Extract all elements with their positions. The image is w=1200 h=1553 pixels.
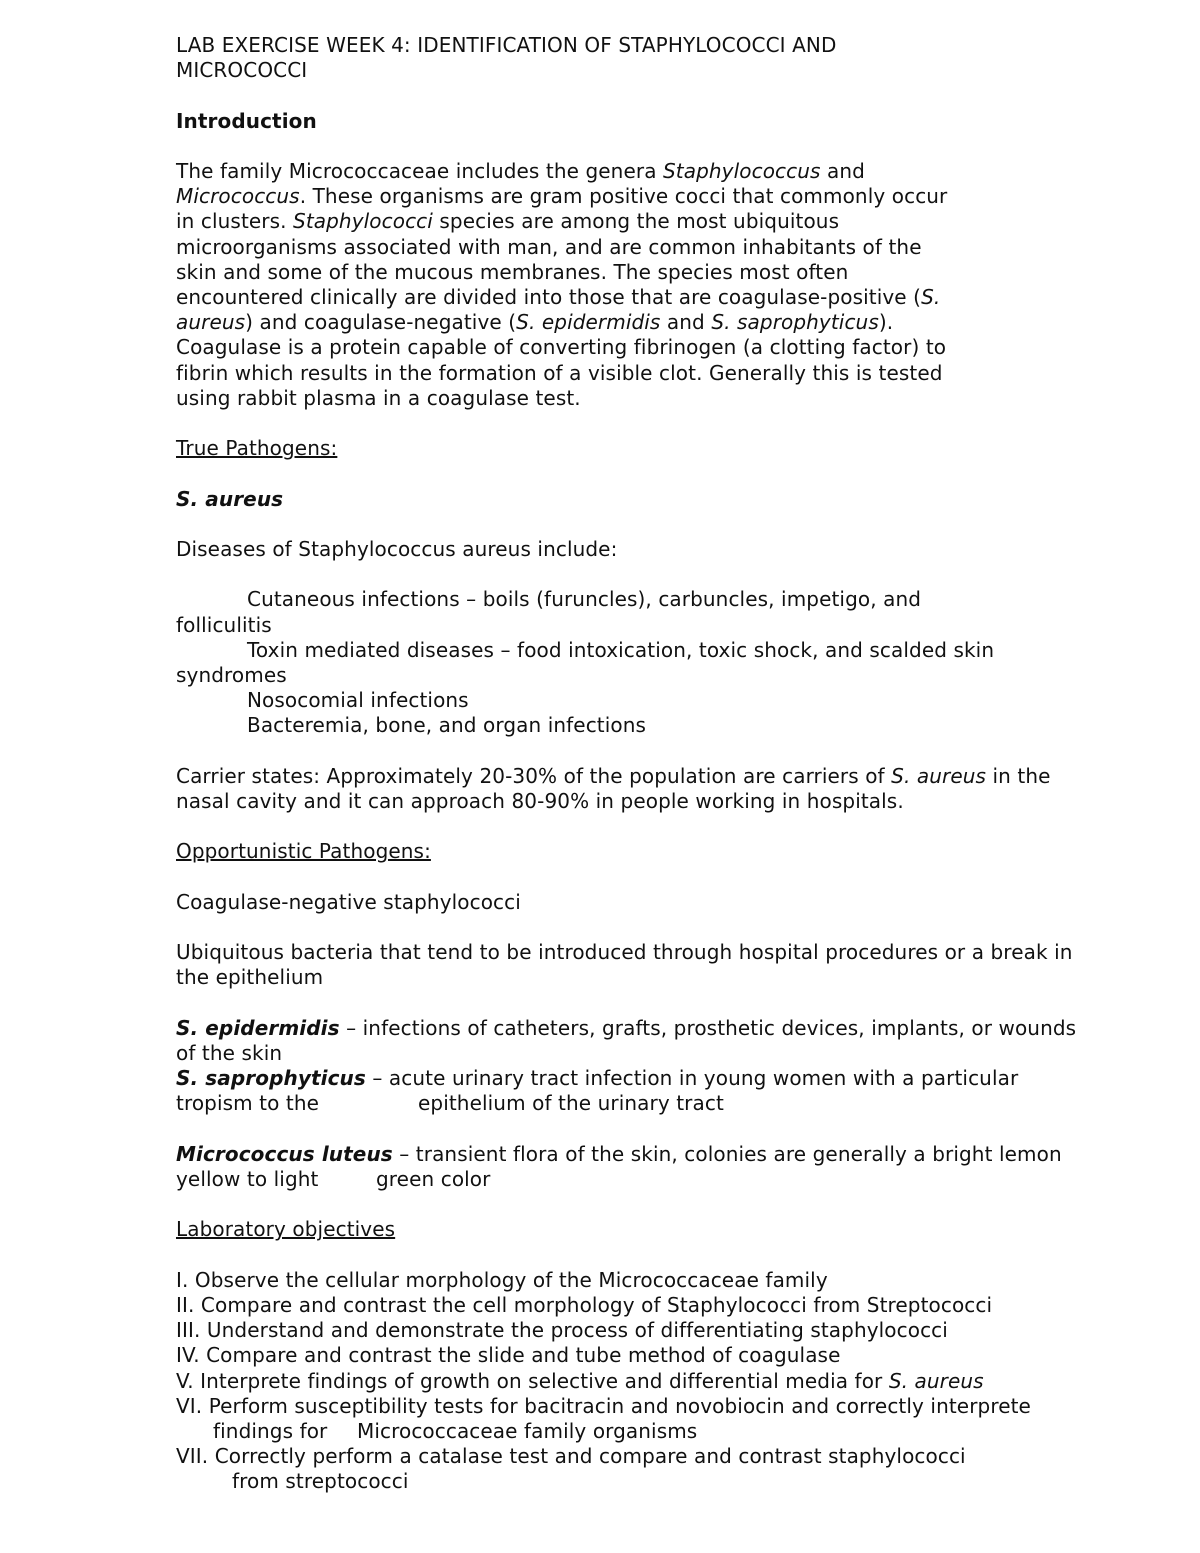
document-page [176,33,1166,1495]
diseases-list [176,587,1166,738]
intro-line: aureus) and coagulase-negative (S. epidermidis and S. saprophyticus). [176,310,894,335]
ubiquitous-line-2: the epithelium [176,965,324,990]
document-title-line-1: LAB EXERCISE WEEK 4: IDENTIFICATION OF STAPHYLOCOCCI AND [176,33,837,57]
ubiquitous-line-1: Ubiquitous bacteria that tend to be introduced through hospital procedures or a break in [176,940,1073,965]
objective-item: VI. Perform susceptibility tests for bacitracin and novobiocin and correctly interprete [176,1393,1031,1418]
objectives-list [176,1268,1166,1495]
coagulase-negative-label: Coagulase-negative staphylococci [176,889,521,914]
true-pathogens-heading: True Pathogens: [176,436,338,461]
diseases-intro: Diseases of Staphylococcus aureus include: [176,536,618,561]
disease-item: Bacteremia, bone, and organ infections [247,713,647,738]
disease-item-continuation: syndromes [176,662,287,687]
introduction-paragraph [176,159,1166,411]
laboratory-objectives-heading: Laboratory objectives [176,1217,396,1242]
objective-item: V. Interprete findings of growth on selective and differential media for S. aureus [176,1368,984,1393]
disease-item: Nosocomial infections [247,688,469,713]
carrier-states-paragraph: Carrier states: Approximately 20-30% of the population are carriers of S. aureus in the nasal cavity and it can approach 80-90% in people working in hospitals. [176,763,1051,813]
objective-item: IV. Compare and contrast the slide and tube method of coagulase [176,1343,841,1368]
s-aureus-heading: S. aureus [176,486,284,511]
intro-line: The family Micrococcaceae includes the genera Staphylococcus and [176,158,865,183]
intro-line: Coagulase is a protein capable of converting fibrinogen (a clotting factor) to [176,335,947,360]
disease-item: Cutaneous infections – boils (furuncles), carbuncles, impetigo, and [247,587,922,612]
disease-item-continuation: folliculitis [176,612,272,637]
micrococcus-entry: Micrococcus luteus – transient flora of the skin, colonies are generally a bright lemon yellow to light green color [176,1141,1062,1191]
disease-item: Toxin mediated diseases – food intoxication, toxic shock, and scalded skin [247,637,995,662]
intro-line: in clusters. Staphylococci species are among the most ubiquitous [176,209,840,234]
opportunistic-pathogens-heading: Opportunistic Pathogens: [176,839,431,864]
intro-line: Micrococcus. These organisms are gram positive cocci that commonly occur [176,184,948,209]
intro-line: microorganisms associated with man, and are common inhabitants of the [176,234,922,259]
objective-item: VII. Correctly perform a catalase test and compare and contrast staphylococci [176,1444,966,1469]
intro-line: encountered clinically are divided into those that are coagulase-positive (S. [176,285,941,309]
objective-item: III. Understand and demonstrate the process of differentiating staphylococci [176,1318,948,1343]
document-title-line-2: MICROCOCCI [176,58,308,83]
objective-item-continuation: findings for Micrococcaceae family organisms [213,1418,698,1443]
introduction-heading: Introduction [176,108,317,133]
intro-line: using rabbit plasma in a coagulase test. [176,385,581,410]
intro-line: skin and some of the mucous membranes. The species most often [176,259,849,284]
epidermidis-entry: S. epidermidis – infections of catheters, grafts, prosthetic devices, implants, or wounds of the skin [176,1015,1077,1065]
objective-item-continuation: from streptococci [232,1469,409,1494]
intro-line: fibrin which results in the formation of a visible clot. Generally this is tested [176,360,943,385]
objective-item: I. Observe the cellular morphology of the Micrococcaceae family [176,1267,828,1292]
saprophyticus-entry: S. saprophyticus – acute urinary tract infection in young women with a particular tropism to the epithelium of the urinary tract [176,1066,1019,1116]
objective-item: II. Compare and contrast the cell morphology of Staphylococci from Streptococci [176,1292,993,1317]
